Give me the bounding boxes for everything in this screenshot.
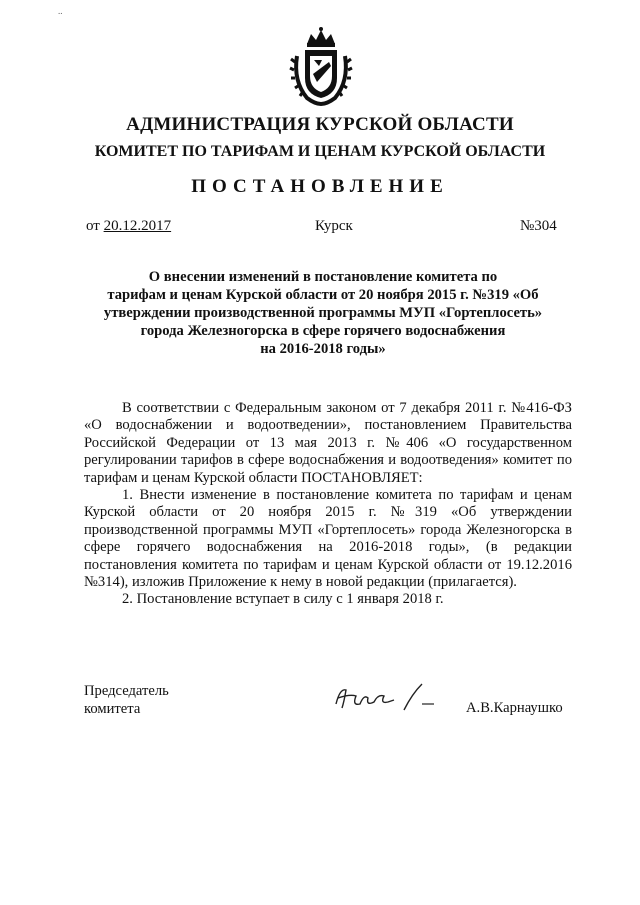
signatory-name: А.В.Карнаушко xyxy=(466,700,563,716)
document-type: ПОСТАНОВЛЕНИЕ xyxy=(191,176,449,197)
subject-line: О внесении изменений в постановление комитета по xyxy=(148,269,498,285)
corner-mark: .. xyxy=(58,6,63,16)
subject-line: утверждении производственной программы МУП «Гортеплосеть» xyxy=(103,305,543,321)
subject-line: тарифам и ценам Курской области от 20 ноября 2015 г. №319 «Об xyxy=(107,287,539,303)
date-value: 20.12.2017 xyxy=(103,218,172,234)
document-date xyxy=(86,218,171,235)
document-body xyxy=(84,400,572,609)
document-number: №304 xyxy=(520,218,557,234)
signatory-position xyxy=(84,682,169,718)
position-line: комитета xyxy=(84,701,141,717)
organization-title: АДМИНИСТРАЦИЯ КУРСКОЙ ОБЛАСТИ xyxy=(126,114,514,135)
document-subject xyxy=(96,268,550,358)
preamble-paragraph: В соответствии с Федеральным законом от 7 декабря 2011 г. №416-ФЗ «О водоснабжении и водоотведении», постановлением Правительства Российской Федерации от 13 мая 2013 г. №406 «О государственном регулировании тарифов в сфере водоснабжения и водоотведения» комитет по тарифам и ценам Курской области ПОСТАНОВЛЯЕТ: xyxy=(84,400,572,486)
item-1-paragraph: 1. Внести изменение в постановление комитета по тарифам и ценам Курской области от 20 ноября 2015 г. №319 «Об утверждении производственной программы МУП «Гортеплосеть» города Железногорска в сфере горячего водоснабжения на 2016-2018 годы», (в редакции постановления комитета по тарифам и ценам Курской области от 19.12.2016 №314), изложив Приложение к нему в новой редакции (прилагается). xyxy=(84,487,572,591)
subject-line: города Железногорска в сфере горячего водоснабжения xyxy=(140,323,506,339)
date-prefix: от xyxy=(86,218,100,234)
item-2-paragraph: 2. Постановление вступает в силу с 1 января 2018 г. xyxy=(122,591,444,608)
subject-line: на 2016-2018 годы» xyxy=(260,341,386,357)
coat-of-arms-icon xyxy=(289,26,353,106)
handwritten-signature xyxy=(330,680,440,716)
position-line: Председатель xyxy=(84,683,169,699)
committee-title: КОМИТЕТ ПО ТАРИФАМ И ЦЕНАМ КУРСКОЙ ОБЛАСТИ xyxy=(94,143,546,160)
document-city: Курск xyxy=(315,218,353,234)
